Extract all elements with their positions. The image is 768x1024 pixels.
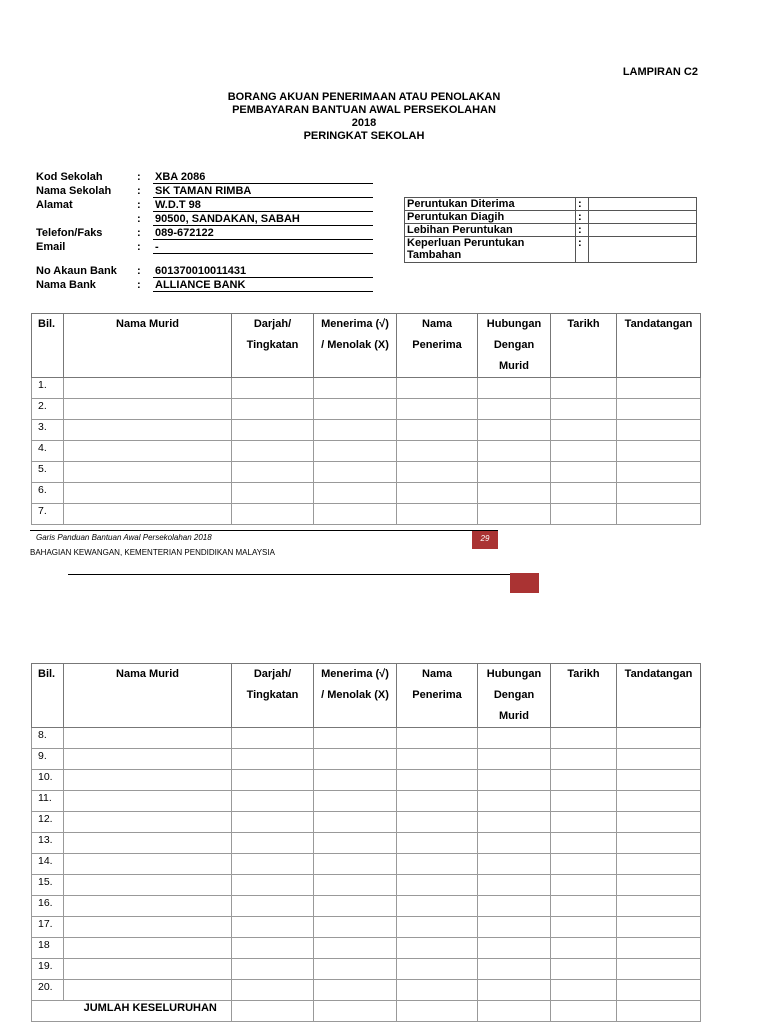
row-number: 16. (32, 896, 64, 917)
table-cell[interactable] (232, 938, 314, 959)
tandatangan-header: Tandatangan (617, 314, 701, 378)
hubungan-line-1: Hubungan (486, 318, 542, 330)
hubungan-line-3: Murid (499, 360, 529, 372)
table-cell[interactable] (232, 896, 314, 917)
page-number: 29 (472, 531, 498, 549)
table-cell[interactable] (617, 728, 701, 749)
table-cell[interactable] (397, 770, 478, 791)
table-cell[interactable] (617, 854, 701, 875)
table-cell[interactable] (314, 483, 397, 504)
darjah-line-2: Tingkatan (246, 339, 299, 351)
email-label: Email (36, 241, 66, 253)
table-cell[interactable] (397, 441, 478, 462)
table-cell[interactable] (232, 378, 314, 399)
total-row (32, 1001, 701, 1022)
nama-murid-header: Nama Murid (64, 664, 232, 728)
table-cell[interactable] (314, 854, 397, 875)
hubungan-header (478, 664, 551, 728)
colon: : (137, 185, 141, 197)
table-row (32, 378, 701, 399)
colon: : (137, 171, 141, 183)
akaun-value: 601370010011431 (153, 264, 373, 278)
penerima-line-1: Nama (422, 318, 452, 330)
row-number: 19. (32, 959, 64, 980)
table-cell[interactable] (551, 812, 617, 833)
table-row (32, 875, 701, 896)
table-row (32, 399, 701, 420)
table-cell[interactable] (232, 854, 314, 875)
table-row (32, 420, 701, 441)
alloc-label: Peruntukan Diterima (405, 198, 576, 211)
table-cell[interactable] (478, 938, 551, 959)
menerima-line-2: / Menolak (X) (321, 689, 389, 701)
table-cell[interactable] (232, 791, 314, 812)
table-cell[interactable] (397, 833, 478, 854)
table-row (32, 462, 701, 483)
table-cell[interactable] (397, 420, 478, 441)
table-cell[interactable] (551, 770, 617, 791)
total-cell[interactable] (551, 1001, 617, 1022)
table-cell[interactable] (617, 917, 701, 938)
table-cell[interactable] (551, 749, 617, 770)
row-number: 6. (32, 483, 64, 504)
total-cell[interactable] (617, 1001, 701, 1022)
penerima-line-2: Penerima (412, 339, 462, 351)
penerima-line-2: Penerima (412, 689, 462, 701)
table-cell[interactable] (478, 791, 551, 812)
table-row (32, 938, 701, 959)
table-cell[interactable] (478, 833, 551, 854)
row-number: 8. (32, 728, 64, 749)
nama-murid-header: Nama Murid (64, 314, 232, 378)
colon: : (137, 265, 141, 277)
table-cell[interactable] (478, 770, 551, 791)
table-cell[interactable] (551, 938, 617, 959)
row-number: 1. (32, 378, 64, 399)
table-cell[interactable] (314, 378, 397, 399)
table-cell[interactable] (64, 728, 232, 749)
table-cell[interactable] (478, 483, 551, 504)
table-cell[interactable] (478, 441, 551, 462)
alamat-label: Alamat (36, 199, 73, 211)
table-cell[interactable] (551, 462, 617, 483)
tarikh-header: Tarikh (551, 314, 617, 378)
table-row (32, 728, 701, 749)
page-marker (510, 573, 539, 593)
table-cell[interactable] (314, 812, 397, 833)
table-cell[interactable] (232, 728, 314, 749)
menerima-line-1: Menerima (√) (321, 318, 389, 330)
table-cell[interactable] (478, 917, 551, 938)
table-cell[interactable] (551, 833, 617, 854)
table-cell[interactable] (617, 378, 701, 399)
table-cell[interactable] (314, 399, 397, 420)
telefon-value: 089-672122 (153, 226, 373, 240)
alloc-value[interactable] (589, 198, 697, 211)
alloc-value[interactable] (589, 224, 697, 237)
table-cell[interactable] (232, 875, 314, 896)
hubungan-header (478, 314, 551, 378)
menerima-line-1: Menerima (√) (321, 668, 389, 680)
alloc-label: Lebihan Peruntukan (405, 224, 576, 237)
table-cell[interactable] (64, 875, 232, 896)
table-cell[interactable] (478, 749, 551, 770)
table-row (32, 504, 701, 525)
table-cell[interactable] (314, 875, 397, 896)
table-cell[interactable] (397, 959, 478, 980)
colon: : (137, 213, 141, 225)
row-number: 11. (32, 791, 64, 812)
table-cell[interactable] (551, 399, 617, 420)
total-label: JUMLAH KESELURUHAN (64, 1001, 232, 1022)
table-cell[interactable] (314, 980, 397, 1001)
total-spacer (32, 1001, 64, 1022)
student-table-2 (31, 663, 701, 1022)
table-cell[interactable] (617, 980, 701, 1001)
table-cell[interactable] (478, 378, 551, 399)
row-number: 12. (32, 812, 64, 833)
colon: : (137, 227, 141, 239)
table-cell[interactable] (617, 441, 701, 462)
table-cell[interactable] (551, 917, 617, 938)
table-cell[interactable] (478, 420, 551, 441)
colon: : (576, 198, 589, 211)
row-number: 3. (32, 420, 64, 441)
table-cell[interactable] (397, 504, 478, 525)
table-cell[interactable] (551, 728, 617, 749)
row-number: 9. (32, 749, 64, 770)
nama-sekolah-label: Nama Sekolah (36, 185, 112, 197)
colon: : (576, 237, 589, 263)
table-cell[interactable] (64, 504, 232, 525)
alamat-value-1: W.D.T 98 (153, 198, 373, 212)
table-cell[interactable] (314, 917, 397, 938)
table-cell[interactable] (64, 938, 232, 959)
row-number: 4. (32, 441, 64, 462)
table-cell[interactable] (64, 980, 232, 1001)
table-row (32, 812, 701, 833)
table-cell[interactable] (64, 378, 232, 399)
table-cell[interactable] (478, 980, 551, 1001)
table-row (32, 791, 701, 812)
page-divider (68, 574, 510, 575)
table-cell[interactable] (478, 959, 551, 980)
table-cell[interactable] (617, 420, 701, 441)
bil-header: Bil. (32, 314, 64, 378)
table-cell[interactable] (551, 378, 617, 399)
table-cell[interactable] (314, 833, 397, 854)
table-row (32, 980, 701, 1001)
nama-sekolah-value: SK TAMAN RIMBA (153, 184, 373, 198)
table-cell[interactable] (232, 462, 314, 483)
total-cell[interactable] (232, 1001, 314, 1022)
kod-value: XBA 2086 (153, 170, 373, 184)
table-cell[interactable] (397, 875, 478, 896)
table-cell[interactable] (617, 399, 701, 420)
table-cell[interactable] (232, 483, 314, 504)
table-cell[interactable] (64, 896, 232, 917)
table-cell[interactable] (314, 728, 397, 749)
table-cell[interactable] (551, 875, 617, 896)
table-cell[interactable] (478, 896, 551, 917)
colon: : (576, 224, 589, 237)
row-number: 20. (32, 980, 64, 1001)
row-number: 2. (32, 399, 64, 420)
table-cell[interactable] (232, 980, 314, 1001)
allocation-table (404, 197, 697, 263)
table-row (32, 917, 701, 938)
footer-guide: Garis Panduan Bantuan Awal Persekolahan 2018 (36, 533, 212, 542)
darjah-header (232, 314, 314, 378)
table-cell[interactable] (551, 420, 617, 441)
table-cell[interactable] (232, 749, 314, 770)
row-number: 7. (32, 504, 64, 525)
table-cell[interactable] (617, 483, 701, 504)
table-cell[interactable] (397, 812, 478, 833)
akaun-label: No Akaun Bank (36, 265, 117, 277)
table-cell[interactable] (314, 959, 397, 980)
hubungan-line-3: Murid (499, 710, 529, 722)
row-number: 14. (32, 854, 64, 875)
table-cell[interactable] (232, 959, 314, 980)
darjah-line-1: Darjah/ (253, 668, 292, 680)
student-table-1 (31, 313, 701, 525)
penerima-line-1: Nama (422, 668, 452, 680)
bank-label: Nama Bank (36, 279, 96, 291)
alloc-label: Keperluan Peruntukan Tambahan (405, 237, 576, 263)
table-cell[interactable] (232, 420, 314, 441)
title-line-2: PEMBAYARAN BANTUAN AWAL PERSEKOLAHAN (232, 104, 496, 116)
title-line-4: PERINGKAT SEKOLAH (303, 130, 425, 142)
bil-header: Bil. (32, 664, 64, 728)
row-number: 10. (32, 770, 64, 791)
total-cell[interactable] (314, 1001, 397, 1022)
table-cell[interactable] (397, 462, 478, 483)
alloc-label: Peruntukan Diagih (405, 211, 576, 224)
table-cell[interactable] (314, 462, 397, 483)
table-cell[interactable] (397, 749, 478, 770)
table-cell[interactable] (617, 833, 701, 854)
table-cell[interactable] (397, 896, 478, 917)
darjah-header (232, 664, 314, 728)
tarikh-header: Tarikh (551, 664, 617, 728)
menerima-line-2: / Menolak (X) (321, 339, 389, 351)
table-cell[interactable] (617, 938, 701, 959)
table-cell[interactable] (617, 770, 701, 791)
bank-value: ALLIANCE BANK (153, 278, 373, 292)
alloc-value[interactable] (589, 237, 697, 263)
table-cell[interactable] (397, 483, 478, 504)
hubungan-line-2: Dengan (493, 339, 535, 351)
table-cell[interactable] (617, 812, 701, 833)
table-cell[interactable] (232, 441, 314, 462)
table-cell[interactable] (617, 462, 701, 483)
colon: : (137, 279, 141, 291)
table-cell[interactable] (314, 749, 397, 770)
row-number: 5. (32, 462, 64, 483)
table-cell[interactable] (478, 728, 551, 749)
table-cell[interactable] (64, 483, 232, 504)
tandatangan-header: Tandatangan (617, 664, 701, 728)
total-cell[interactable] (397, 1001, 478, 1022)
table-row (32, 770, 701, 791)
table-cell[interactable] (551, 854, 617, 875)
table-cell[interactable] (617, 504, 701, 525)
table-row (32, 854, 701, 875)
table-cell[interactable] (232, 812, 314, 833)
lampiran-label: LAMPIRAN C2 (622, 66, 698, 78)
title-line-3: 2018 (351, 117, 377, 129)
penerima-header (397, 664, 478, 728)
hubungan-line-2: Dengan (493, 689, 535, 701)
table-cell[interactable] (478, 462, 551, 483)
darjah-line-2: Tingkatan (246, 689, 299, 701)
table-cell[interactable] (478, 812, 551, 833)
table-cell[interactable] (551, 896, 617, 917)
table-cell[interactable] (232, 399, 314, 420)
table-cell[interactable] (617, 896, 701, 917)
table-cell[interactable] (232, 504, 314, 525)
footer-divider (30, 530, 498, 531)
table-cell[interactable] (478, 399, 551, 420)
table-cell[interactable] (397, 399, 478, 420)
table-cell[interactable] (478, 854, 551, 875)
table-cell[interactable] (64, 854, 232, 875)
table-cell[interactable] (478, 504, 551, 525)
table-cell[interactable] (232, 833, 314, 854)
menerima-header (314, 314, 397, 378)
colon: : (137, 199, 141, 211)
table-row (32, 441, 701, 462)
table-cell[interactable] (617, 791, 701, 812)
footer-dept: BAHAGIAN KEWANGAN, KEMENTERIAN PENDIDIKAN MALAYSIA (30, 548, 275, 557)
menerima-header (314, 664, 397, 728)
hubungan-line-1: Hubungan (486, 668, 542, 680)
table-row (32, 959, 701, 980)
telefon-label: Telefon/Faks (36, 227, 103, 239)
darjah-line-1: Darjah/ (253, 318, 292, 330)
penerima-header (397, 314, 478, 378)
table-cell[interactable] (314, 791, 397, 812)
table-cell[interactable] (397, 980, 478, 1001)
alamat-value-2: 90500, SANDAKAN, SABAH (153, 212, 373, 226)
table-cell[interactable] (64, 812, 232, 833)
row-number: 15. (32, 875, 64, 896)
table-cell[interactable] (232, 917, 314, 938)
table-row (32, 749, 701, 770)
table-cell[interactable] (314, 441, 397, 462)
table-cell[interactable] (551, 980, 617, 1001)
table-cell[interactable] (64, 833, 232, 854)
table-cell[interactable] (314, 504, 397, 525)
table-cell[interactable] (551, 483, 617, 504)
table-cell[interactable] (397, 791, 478, 812)
table-row (32, 483, 701, 504)
table-row (32, 896, 701, 917)
title-line-1: BORANG AKUAN PENERIMAAN ATAU PENOLAKAN (227, 91, 501, 103)
colon: : (137, 241, 141, 253)
total-cell[interactable] (478, 1001, 551, 1022)
row-number: 13. (32, 833, 64, 854)
table-cell[interactable] (64, 959, 232, 980)
table-cell[interactable] (617, 875, 701, 896)
table-cell[interactable] (64, 441, 232, 462)
table-cell[interactable] (64, 791, 232, 812)
form-title (0, 91, 728, 143)
table-cell[interactable] (64, 917, 232, 938)
table-cell[interactable] (314, 938, 397, 959)
table-row (32, 833, 701, 854)
colon: : (576, 211, 589, 224)
table-cell[interactable] (551, 441, 617, 462)
kod-label: Kod Sekolah (36, 171, 103, 183)
table-cell[interactable] (64, 749, 232, 770)
table-cell[interactable] (64, 399, 232, 420)
table-cell[interactable] (617, 959, 701, 980)
row-number: 18 (32, 938, 64, 959)
table-cell[interactable] (232, 770, 314, 791)
table-cell[interactable] (551, 504, 617, 525)
table-cell[interactable] (397, 378, 478, 399)
alloc-value[interactable] (589, 211, 697, 224)
table-cell[interactable] (551, 791, 617, 812)
table-cell[interactable] (617, 749, 701, 770)
table-cell[interactable] (314, 770, 397, 791)
table-cell[interactable] (397, 854, 478, 875)
table-cell[interactable] (314, 420, 397, 441)
table-cell[interactable] (478, 875, 551, 896)
table-cell[interactable] (64, 420, 232, 441)
row-number: 17. (32, 917, 64, 938)
email-value: - (153, 240, 373, 254)
table-cell[interactable] (397, 938, 478, 959)
table-cell[interactable] (397, 917, 478, 938)
table-cell[interactable] (64, 770, 232, 791)
table-cell[interactable] (397, 728, 478, 749)
table-cell[interactable] (551, 959, 617, 980)
table-cell[interactable] (64, 462, 232, 483)
table-cell[interactable] (314, 896, 397, 917)
